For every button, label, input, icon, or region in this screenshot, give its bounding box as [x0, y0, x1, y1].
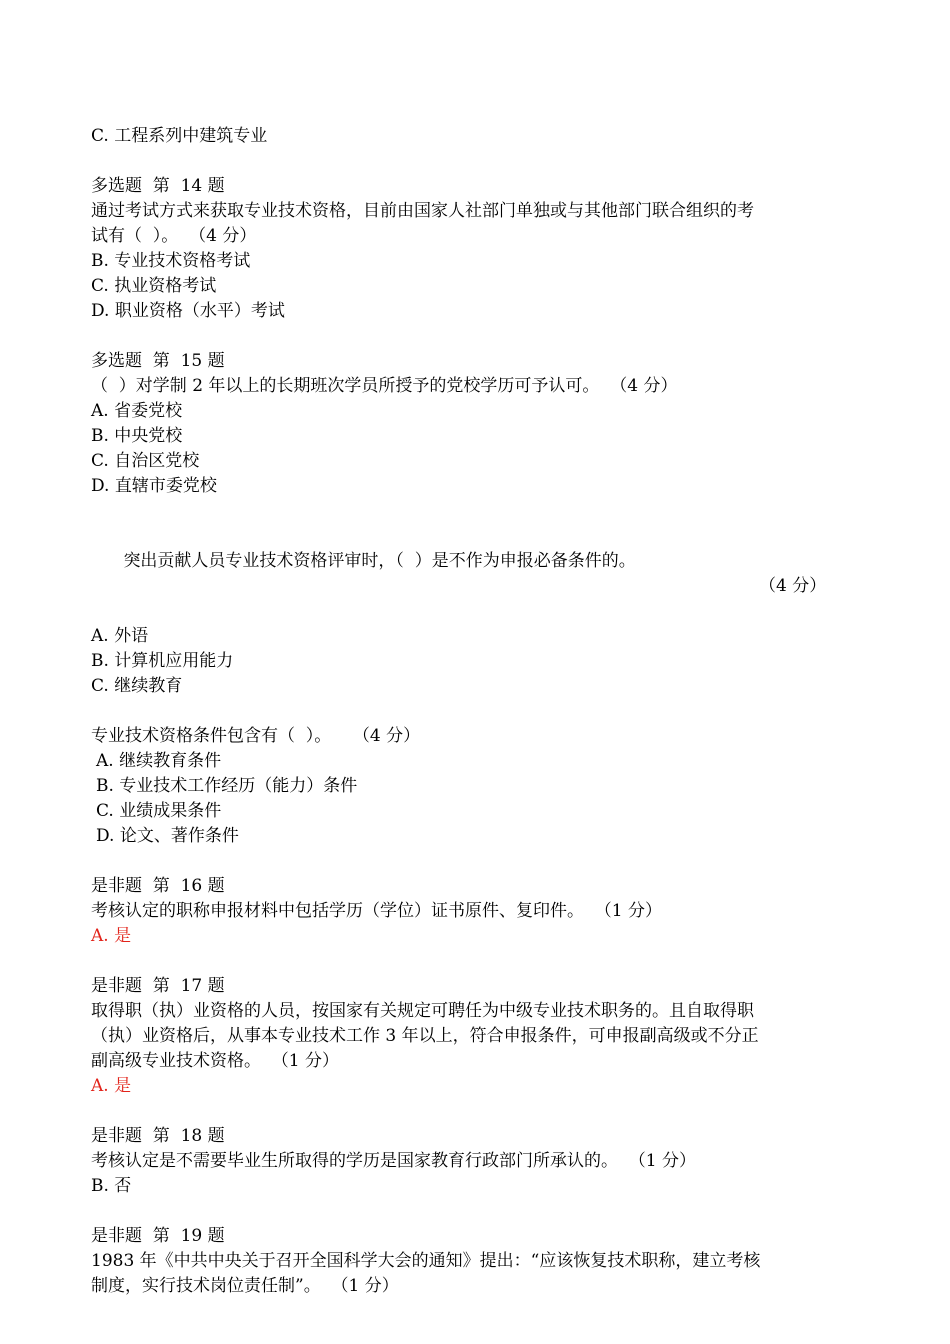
answer-line: A. 是 [91, 1076, 132, 1096]
question-text-line: （执）业资格后，从事本专业技术工作 3 年以上，符合申报条件，可申报副高级或不分正 [91, 1026, 759, 1046]
option-line: B. 中央党校 [91, 426, 183, 446]
option-line: B. 计算机应用能力 [91, 651, 234, 671]
question-text-line: 通过考试方式来获取专业技术资格，目前由国家人社部门单独或与其他部门联合组织的考 [91, 201, 754, 221]
fragment-block [91, 124, 851, 149]
option-line: C. 工程系列中建筑专业 [91, 126, 268, 146]
question-text-line: 1983 年《中共中央关于召开全国科学大会的通知》提出：“应该恢复技术职称，建立考核 [91, 1251, 761, 1271]
option-line: C. 执业资格考试 [91, 276, 217, 296]
question-header: 多选题 第 15 题 [91, 351, 225, 371]
question-header: 是非题 第 18 题 [91, 1126, 225, 1146]
question-header: 多选题 第 14 题 [91, 176, 225, 196]
question-text-line [91, 524, 851, 624]
question-header: 是非题 第 17 题 [91, 976, 225, 996]
question-contribution-block [91, 524, 851, 699]
question-15-block [91, 349, 851, 499]
option-line: B. 专业技术工作经历（能力）条件 [96, 776, 358, 796]
option-line: A. 继续教育条件 [96, 751, 222, 771]
question-16-block [91, 874, 851, 949]
question-19-block [91, 1224, 851, 1299]
option-line: C. 业绩成果条件 [96, 801, 222, 821]
question-text-line: 试有（ ）。 （4 分） [91, 226, 257, 246]
option-line: B. 专业技术资格考试 [91, 251, 251, 271]
question-text-line: 副高级专业技术资格。 （1 分） [91, 1051, 340, 1071]
question-score: （4 分） [759, 576, 827, 596]
question-conditions-block [91, 724, 851, 849]
question-text-line: 专业技术资格条件包含有（ ）。 （4 分） [91, 726, 421, 746]
option-line: A. 外语 [91, 626, 149, 646]
question-header: 是非题 第 19 题 [91, 1226, 225, 1246]
question-14-block [91, 174, 851, 324]
option-line: D. 直辖市委党校 [91, 476, 217, 496]
option-line: C. 自治区党校 [91, 451, 200, 471]
question-text-line: （ ）对学制 2 年以上的长期班次学员所授予的党校学历可予认可。 （4 分） [91, 376, 678, 396]
question-text-line: 考核认定的职称申报材料中包括学历（学位）证书原件、复印件。 （1 分） [91, 901, 663, 921]
question-text-line: 制度，实行技术岗位责任制”。 （1 分） [91, 1276, 399, 1296]
option-line: D. 职业资格（水平）考试 [91, 301, 285, 321]
question-text: 突出贡献人员专业技术资格评审时，（ ）是不作为申报必备条件的。 [123, 551, 636, 571]
question-text-line: 取得职（执）业资格的人员，按国家有关规定可聘任为中级专业技术职务的。且自取得职 [91, 1001, 754, 1021]
option-line: A. 省委党校 [91, 401, 183, 421]
question-text-line: 考核认定是不需要毕业生所取得的学历是国家教育行政部门所承认的。 （1 分） [91, 1151, 697, 1171]
answer-line: B. 否 [91, 1176, 132, 1196]
answer-line: A. 是 [91, 926, 132, 946]
document-page [91, 124, 851, 1324]
question-17-block [91, 974, 851, 1099]
option-line: C. 继续教育 [91, 676, 183, 696]
option-line: D. 论文、著作条件 [96, 826, 239, 846]
question-header: 是非题 第 16 题 [91, 876, 225, 896]
question-18-block [91, 1124, 851, 1199]
